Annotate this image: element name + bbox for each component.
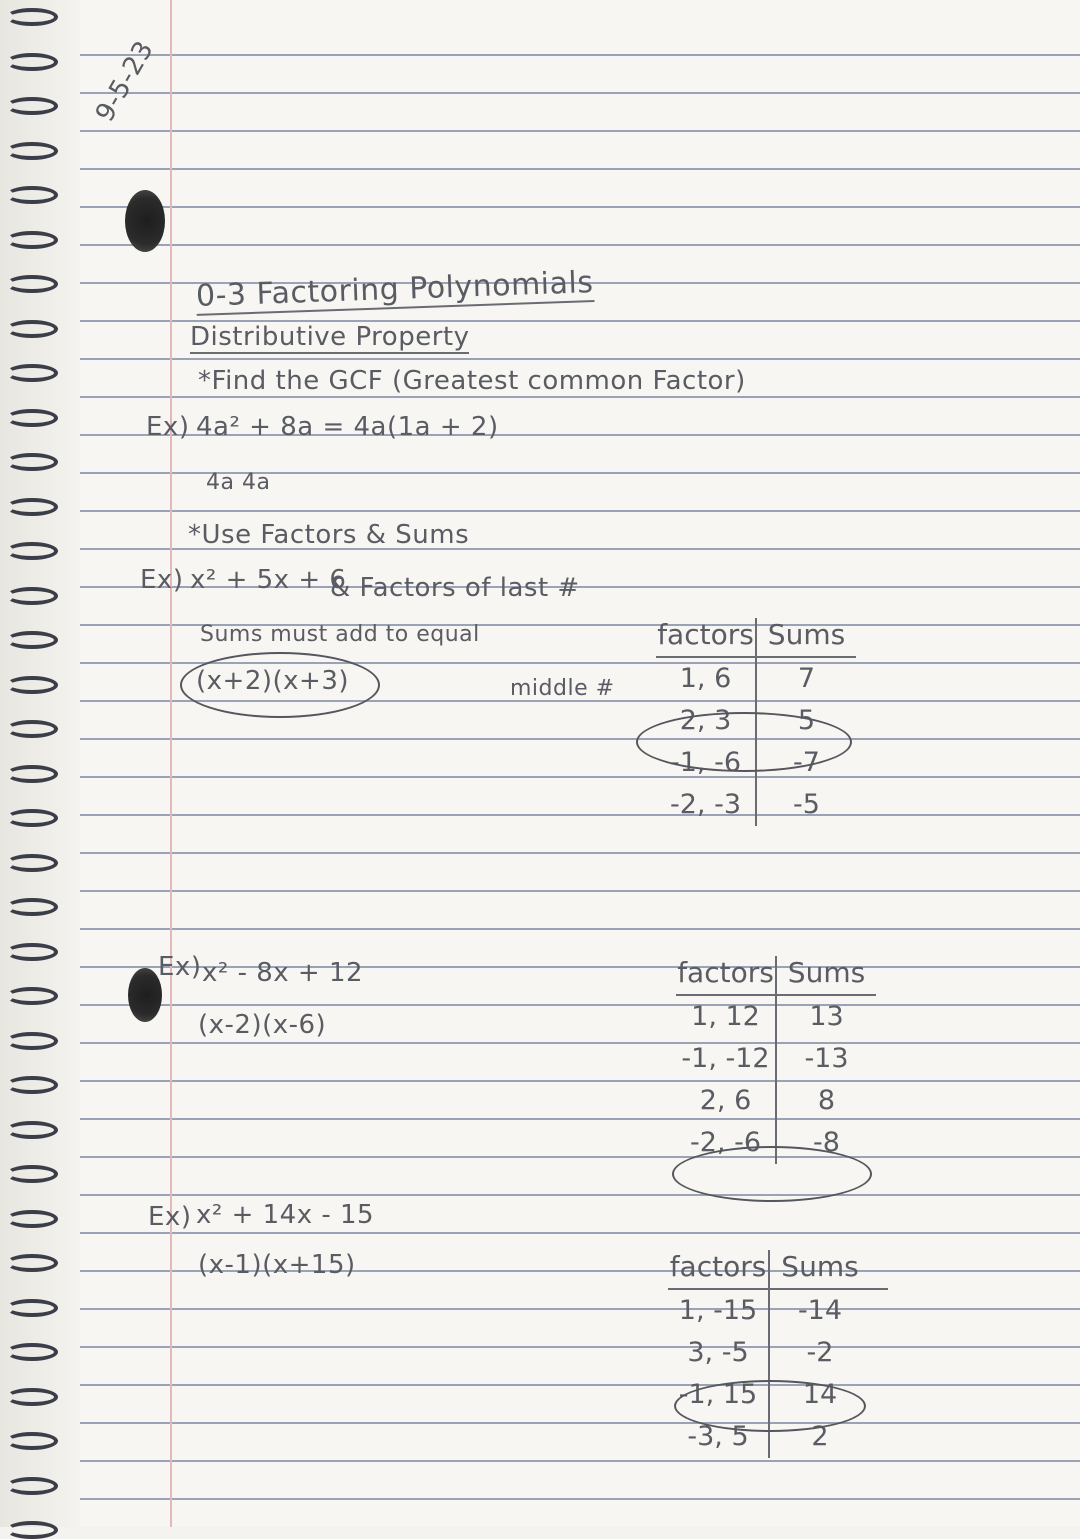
factor-cell: -1, -12 [676,1038,777,1080]
spiral-coil [6,1299,58,1317]
sum-cell: 8 [817,1085,836,1116]
table-row [668,1374,888,1416]
factors-header: factors [668,1250,770,1288]
spiral-coil [6,498,58,516]
spiral-coil [6,809,58,827]
factor-cell: 1, 6 [656,658,757,700]
spiral-coil [6,1165,58,1183]
example3-answer: (x-1)(x+15) [198,1250,356,1280]
example2-expr: x² - 8x + 12 [202,958,364,988]
method-expr: x² + 5x + 6 [190,565,347,595]
spiral-coil [6,364,58,382]
spiral-coil [6,631,58,649]
spiral-coil [6,97,58,115]
date-label: 9-5-23 [90,35,160,128]
sum-cell: 14 [802,1379,838,1410]
example1-expr: 4a² + 8a = 4a(1a + 2) [196,412,499,442]
spiral-coil [6,409,58,427]
factor-cell: 1, 12 [676,996,777,1038]
sum-cell: 13 [809,1001,844,1032]
factor-cell: 2, 6 [676,1080,777,1122]
table-row [668,1290,888,1332]
spiral-coil [6,720,58,738]
table-header [656,618,856,658]
spiral-binding [0,0,80,1527]
sums-header: Sums [787,956,866,989]
sum-cell: 2 [811,1421,829,1452]
punch-hole-top [125,190,165,252]
spiral-coil [6,275,58,293]
sum-cell: 7 [797,663,816,694]
factor-cell: -1, 15 [668,1374,770,1416]
factor-cell: 2, 3 [656,700,757,742]
spiral-coil [6,53,58,71]
spiral-coil [6,765,58,783]
table-header [676,956,876,996]
spiral-coil [6,1210,58,1228]
example2-answer: (x-2)(x-6) [198,1010,327,1040]
sums-header: Sums [781,1250,859,1283]
spiral-coil [6,987,58,1005]
table-row [668,1416,888,1458]
table-row [676,1122,876,1164]
spiral-coil [6,542,58,560]
spiral-coil [6,943,58,961]
factors-table-3 [668,1250,888,1458]
method-hint-sums: Sums must add to equal [200,622,480,647]
spiral-coil [6,1388,58,1406]
spiral-coil [6,8,58,26]
spiral-coil [6,453,58,471]
spiral-coil [6,1343,58,1361]
table-row [676,1038,876,1080]
punch-hole-bottom [128,968,162,1022]
spiral-coil [6,1432,58,1450]
factors-table-1 [656,618,856,826]
spiral-coil [6,1254,58,1272]
method-label: Ex) [140,565,184,595]
factor-cell: -2, -3 [656,784,757,826]
spiral-coil [6,1477,58,1495]
factor-cell: 3, -5 [668,1332,770,1374]
method-hint-factors: & Factors of last # [330,573,580,603]
spiral-coil [6,231,58,249]
spiral-coil [6,1521,58,1539]
factor-cell: 1, -15 [668,1290,770,1332]
factors-table-2 [676,956,876,1164]
sums-header: Sums [767,618,846,651]
factors-header: factors [676,956,777,994]
table-row [676,996,876,1038]
factor-cell: -1, -6 [656,742,757,784]
method-answer: (x+2)(x+3) [196,666,350,696]
table-row [676,1080,876,1122]
spiral-coil [6,587,58,605]
example1-work: 4a 4a [206,470,271,495]
example3-expr: x² + 14x - 15 [196,1200,375,1230]
spiral-coil [6,186,58,204]
factor-cell: -2, -6 [676,1122,777,1164]
sum-cell: -5 [793,789,820,820]
gcf-note: *Find the GCF (Greatest common Factor) [198,366,746,396]
margin-line [170,0,172,1527]
example2-label: Ex) [158,952,202,982]
page-title: 0-3 Factoring Polynomials [195,265,595,314]
sum-cell: -7 [793,747,820,778]
example3-label: Ex) [148,1202,192,1232]
spiral-coil [6,1032,58,1050]
sum-cell: -13 [804,1043,849,1074]
subtitle: Distributive Property [190,322,470,352]
spiral-coil [6,320,58,338]
method-note: *Use Factors & Sums [188,520,470,550]
sum-cell: -8 [813,1127,840,1158]
factor-cell: -3, 5 [668,1416,770,1458]
spiral-coil [6,676,58,694]
sum-cell: -14 [797,1295,843,1326]
table-row [668,1332,888,1374]
example1-label: Ex) [146,412,190,442]
spiral-coil [6,142,58,160]
sum-cell: 5 [797,705,816,736]
spiral-coil [6,854,58,872]
sum-cell: -2 [806,1337,834,1368]
spiral-coil [6,898,58,916]
factors-header: factors [656,618,757,656]
table-header [668,1250,888,1290]
table-row [656,658,856,700]
table-row [656,742,856,784]
method-hint-middle: middle # [510,676,615,701]
spiral-coil [6,1076,58,1094]
spiral-coil [6,1121,58,1139]
table-row [656,784,856,826]
table-row [656,700,856,742]
